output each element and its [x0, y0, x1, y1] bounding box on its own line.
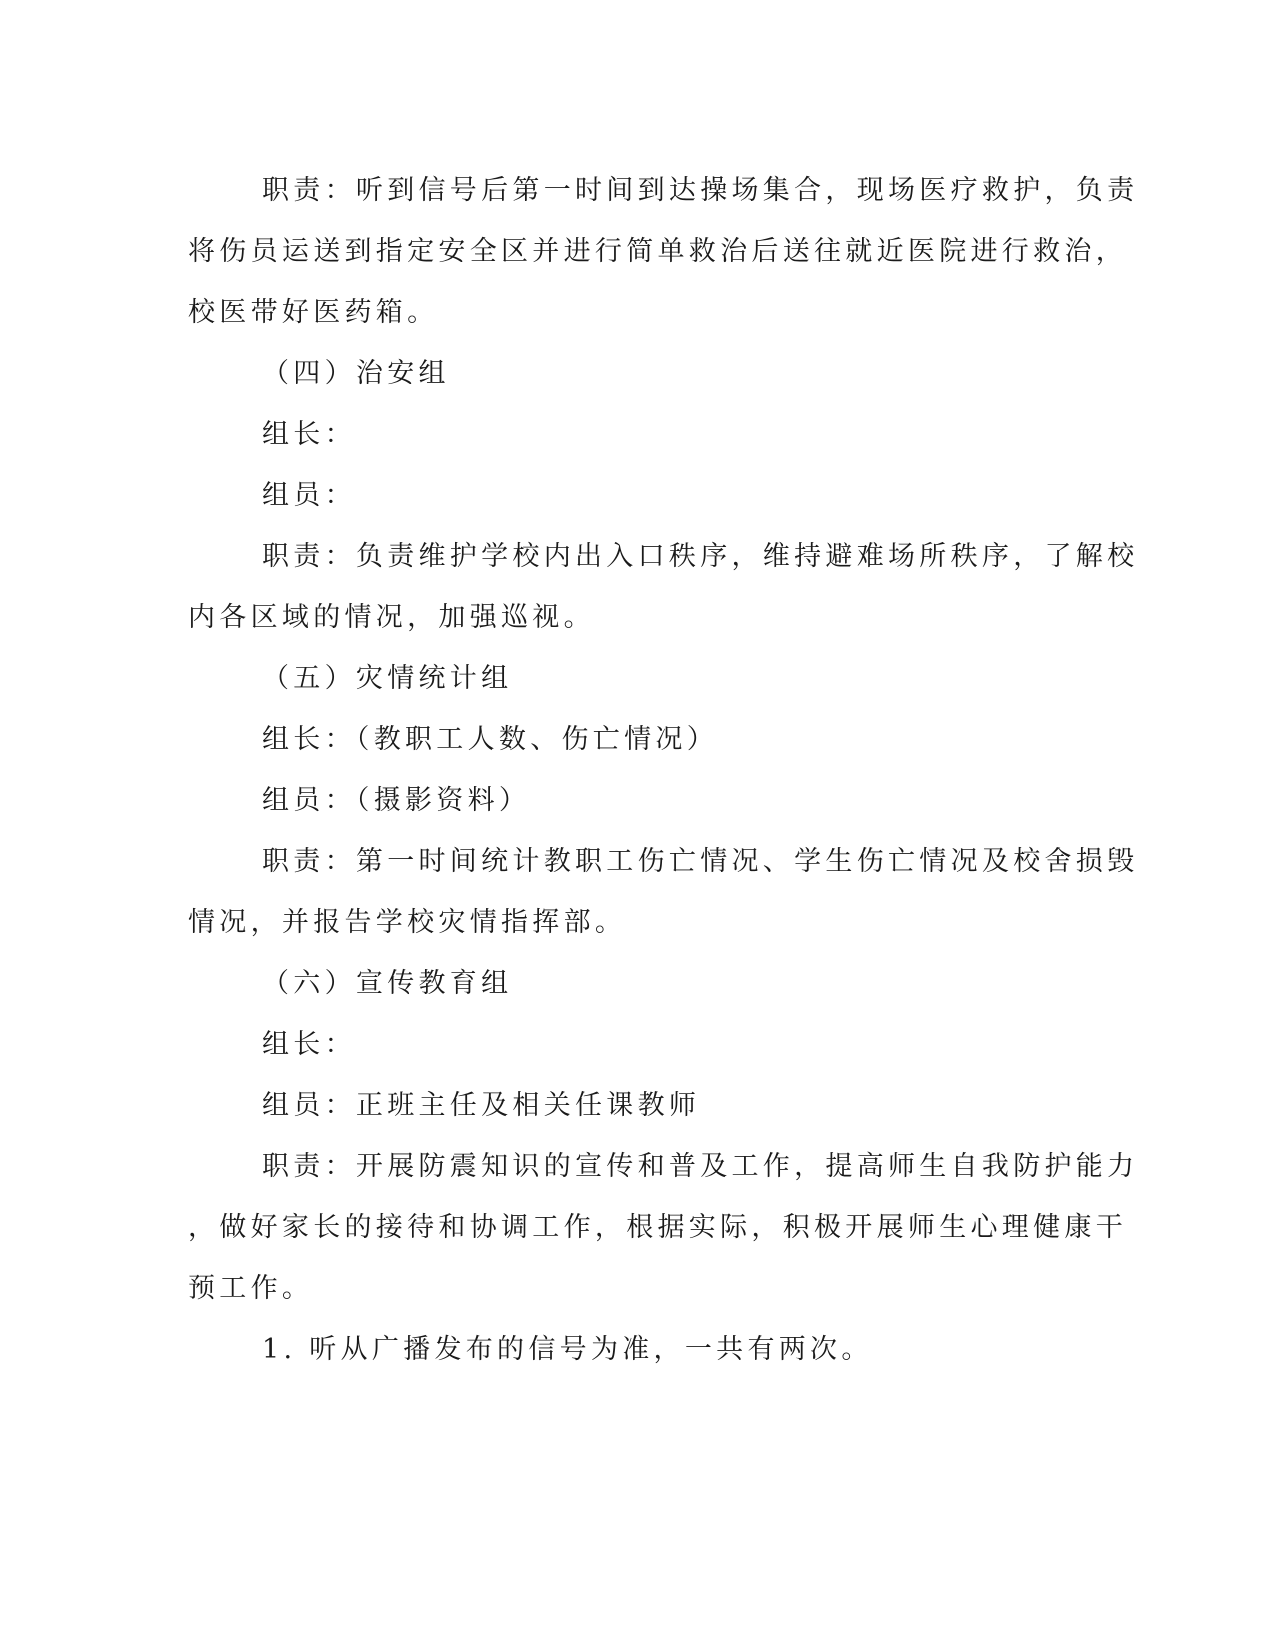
text-line: 组员：（摄影资料）: [262, 785, 531, 816]
text-line: 内各区域的情况，加强巡视。: [188, 602, 595, 633]
text-line: 组员：正班主任及相关任课教师: [262, 1090, 701, 1121]
text-line: 职责：负责维护学校内出入口秩序，维持避难场所秩序，了解校: [262, 541, 1139, 572]
document-body: [188, 160, 1139, 1380]
text-line: 组员：: [262, 480, 356, 511]
section-heading: （五）灾情统计组: [262, 663, 513, 694]
text-line: 将伤员运送到指定安全区并进行简单救治后送往就近医院进行救治，: [188, 236, 1127, 267]
text-line: 职责：第一时间统计教职工伤亡情况、学生伤亡情况及校舍损毁: [262, 846, 1139, 877]
text-line: 职责：听到信号后第一时间到达操场集合，现场医疗救护，负责: [262, 175, 1139, 206]
text-line: 组长：: [262, 1029, 356, 1060]
numbered-item: 1. 听从广播发布的信号为准，一共有两次。: [262, 1334, 873, 1365]
text-line: 职责：开展防震知识的宣传和普及工作，提高师生自我防护能力: [262, 1151, 1139, 1182]
text-line: 组长：（教职工人数、伤亡情况）: [262, 724, 718, 755]
text-line: 情况，并报告学校灾情指挥部。: [188, 907, 627, 938]
text-line: 校医带好医药箱。: [188, 297, 439, 328]
text-line: 组长：: [262, 419, 356, 450]
section-heading: （六）宣传教育组: [262, 968, 513, 999]
text-line: 预工作。: [188, 1273, 314, 1304]
text-line: ，做好家长的接待和协调工作，根据实际，积极开展师生心理健康干: [188, 1212, 1127, 1243]
section-heading: （四）治安组: [262, 358, 450, 389]
